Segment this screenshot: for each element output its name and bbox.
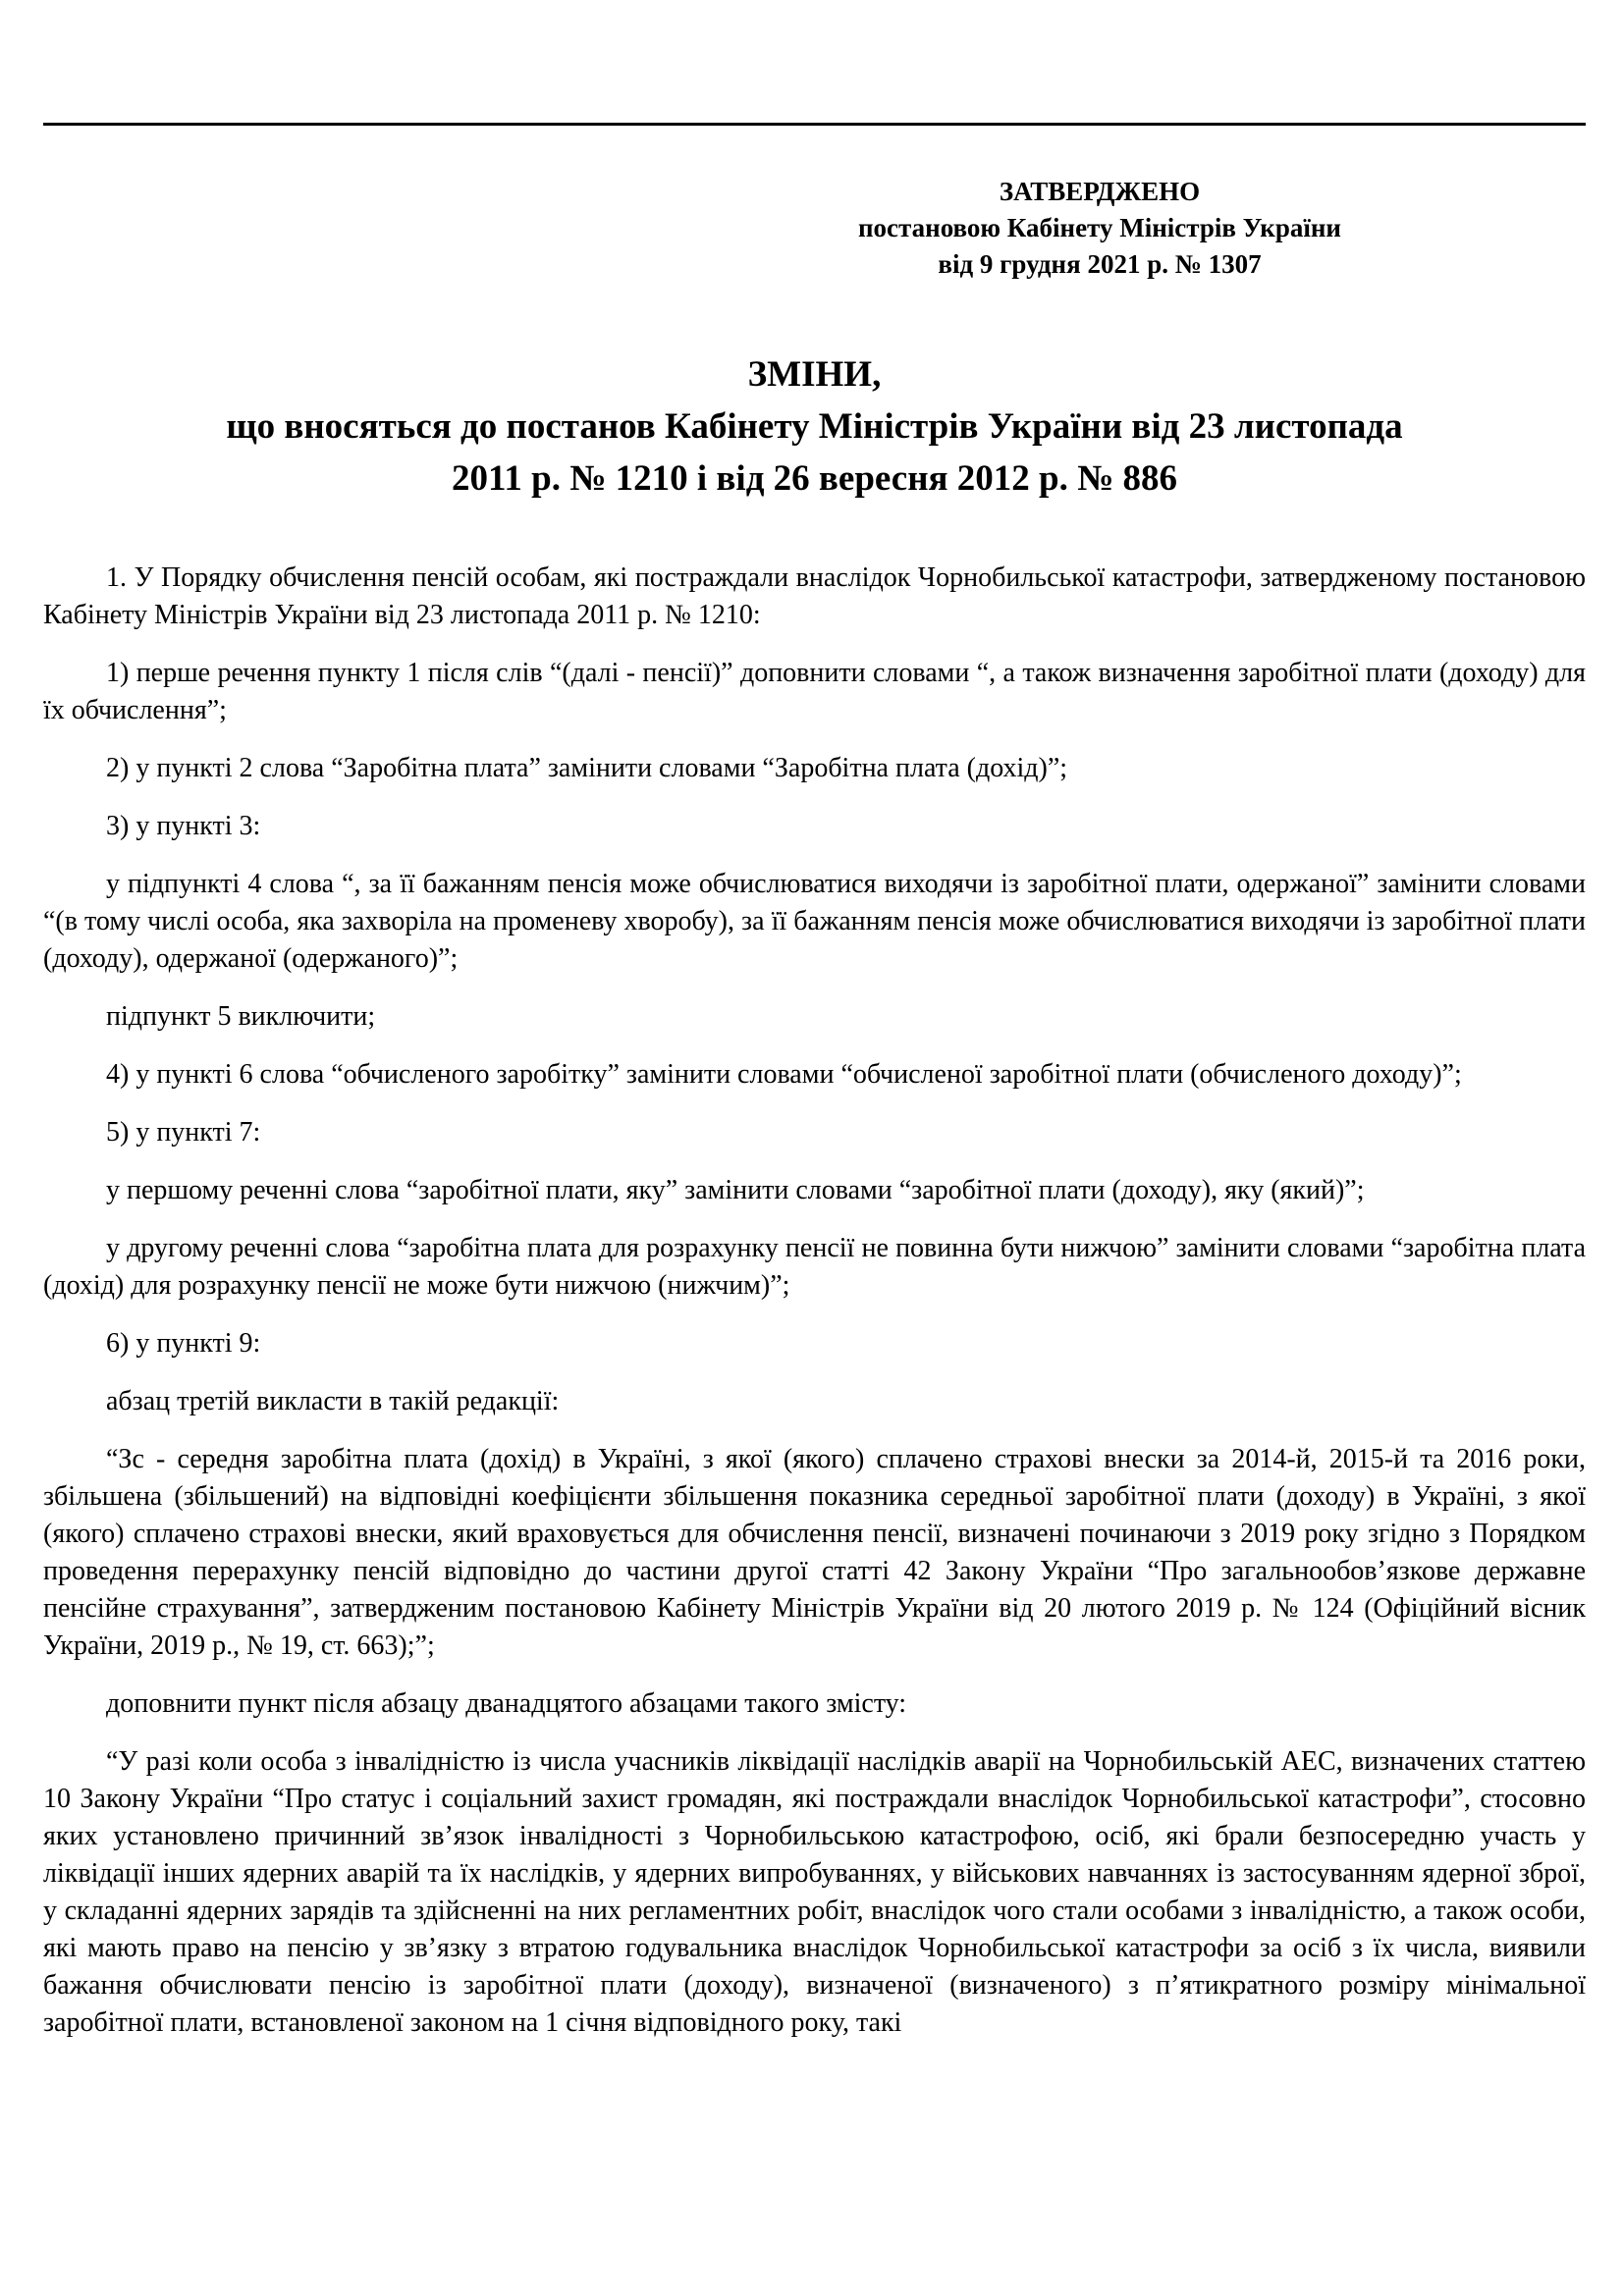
document-body xyxy=(43,560,1586,2062)
title-line-3: 2011 р. № 1210 і від 26 вересня 2012 р. № 886 xyxy=(451,458,1178,499)
paragraph: 6) у пункті 9: xyxy=(106,1328,261,1359)
paragraph: підпункт 5 виключити; xyxy=(106,1001,376,1032)
approval-line-3: від 9 грудня 2021 р. № 1307 xyxy=(938,249,1262,279)
paragraph: 1) перше речення пункту 1 після слів “(далі - пенсії)” доповнити словами “, а також визначення заробітної плати (доходу) для їх обчислення”; xyxy=(43,658,1586,725)
paragraph: “Зс - середня заробітна плата (дохід) в Україні, з якої (якого) сплачено страхові внески за 2014-й, 2015-й та 2016 роки, збільшена (збільшений) на відповідні коефіцієнти збільшення показника середньої заробітної плати (доходу) в Україні, з якої (якого) сплачено страхові внески, який враховується для обчислення пенсії, визначені починаючи з 2019 року згідно з Порядком проведення перерахунку пенсій відповідно до частини другої статті 42 Закону України “Про загальнообов’язкове державне пенсійне страхування”, затвердженим постановою Кабінету Міністрів України від 20 лютого 2019 р. № 124 (Офіційний вісник України, 2019 р., № 19, ст. 663);”; xyxy=(43,1444,1586,1661)
paragraph: у першому реченні слова “заробітної плати, яку” замінити словами “заробітної плати (доходу), яку (який)”; xyxy=(106,1175,1365,1205)
paragraph: 1. У Порядку обчислення пенсій особам, які постраждали внаслідок Чорнобильської катастрофи, затвердженому постановою Кабінету Міністрів України від 23 листопада 2011 р. № 1210: xyxy=(43,562,1586,630)
paragraph: у підпункті 4 слова “, за її бажанням пенсія може обчислюватися виходячи із заробітної плати, одержаної” замінити словами “(в тому числі особа, яка захворіла на променеву хворобу), за її бажанням пенсія може обчислюватися виходячи із заробітної плати (доходу), одержаної (одержаного)”; xyxy=(43,869,1586,974)
approval-stamp xyxy=(746,174,1453,283)
paragraph: абзац третій викласти в такій редакції: xyxy=(106,1386,560,1416)
paragraph: доповнити пункт після абзацу дванадцятого абзацами такого змісту: xyxy=(106,1688,907,1719)
title-line-1: ЗМІНИ, xyxy=(747,354,882,395)
paragraph: 5) у пункті 7: xyxy=(106,1117,261,1148)
paragraph: 2) у пункті 2 слова “Заробітна плата” замінити словами “Заробітна плата (дохід)”; xyxy=(106,753,1068,783)
approval-line-1: ЗАТВЕРДЖЕНО xyxy=(999,177,1201,206)
paragraph: “У разі коли особа з інвалідністю із числа учасників ліквідації наслідків аварії на Чорнобильській АЕС, визначених статтею 10 Закону України “Про статус і соціальний захист громадян, які постраждали внаслідок Чорнобильської катастрофи”, стосовно яких установлено причинний зв’язок інвалідності з Чорнобильською катастрофою, осіб, які брали безпосередню участь у ліквідації інших ядерних аварій та їх наслідків, у ядерних випробуваннях, у військових навчаннях із застосуванням ядерної зброї, у складанні ядерних зарядів та здійсненні на них регламентних робіт, внаслідок чого стали особами з інвалідністю, а також особи, які мають право на пенсію у зв’язку з втратою годувальника внаслідок Чорнобильської катастрофи за осіб з їх числа, виявили бажання обчислювати пенсію із заробітної плати (доходу), визначеної (визначеного) з п’ятикратного розміру мінімальної заробітної плати, встановленої законом на 1 січня відповідного року, такі xyxy=(43,1746,1586,2038)
header-rule xyxy=(43,123,1586,126)
paragraph: 4) у пункті 6 слова “обчисленого заробітку” замінити словами “обчисленої заробітної плати (обчисленого доходу)”; xyxy=(106,1059,1462,1090)
document-title xyxy=(43,348,1586,505)
title-line-2: що вносяться до постанов Кабінету Міністрів України від 23 листопада xyxy=(226,406,1403,447)
approval-line-2: постановою Кабінету Міністрів України xyxy=(858,213,1341,242)
paragraph: у другому реченні слова “заробітна плата для розрахунку пенсії не повинна бути нижчою” замінити словами “заробітна плата (дохід) для розрахунку пенсії не може бути нижчою (нижчим)”; xyxy=(43,1233,1586,1301)
paragraph: 3) у пункті 3: xyxy=(106,811,261,841)
